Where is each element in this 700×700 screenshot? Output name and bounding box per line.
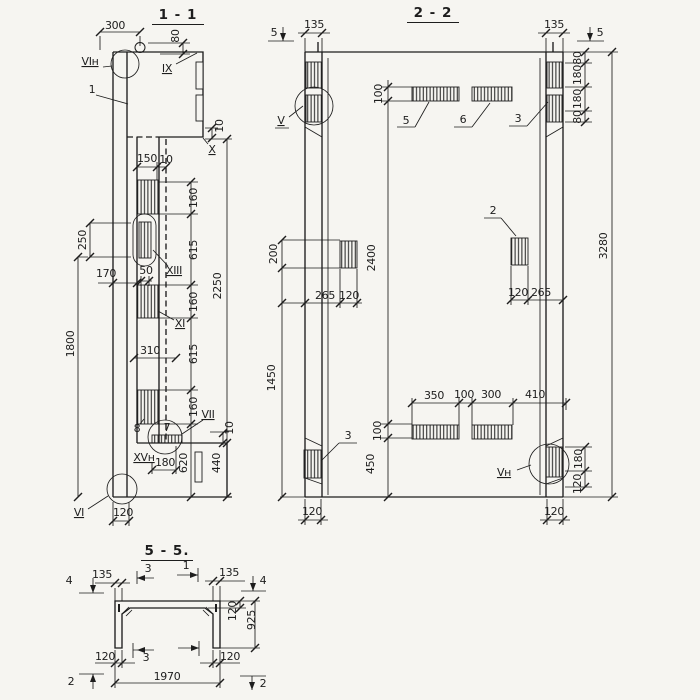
dim-2250: 2250 xyxy=(211,272,224,300)
dim-1800: 1800 xyxy=(64,330,77,358)
rib-plate xyxy=(306,95,322,122)
dim-265-left: 265 xyxy=(314,289,336,302)
view-title-1-1: 1 - 1 xyxy=(152,7,204,25)
dim-10-vii: 10 xyxy=(223,421,236,435)
detail-label-vi-n-top: VIн xyxy=(81,55,99,68)
dim-200: 200 xyxy=(267,243,280,265)
pos-label-7: 7 xyxy=(163,421,171,434)
dim-135-left: 135 xyxy=(303,18,325,31)
dim-310: 310 xyxy=(139,344,161,357)
dim-160-b: 160 xyxy=(187,291,200,313)
rib-plate xyxy=(547,95,562,122)
slab-plate xyxy=(472,425,512,439)
dim-80-tr-b: 80 xyxy=(571,110,584,124)
dim-300-bot-row: 300 xyxy=(480,388,502,401)
dim-100-top: 100 xyxy=(372,83,385,105)
dim-120-col-right: 120 xyxy=(543,505,565,518)
dim-120-55-br: 120 xyxy=(219,650,241,663)
rib-plate xyxy=(546,447,562,477)
section-2-2-ticks xyxy=(278,29,616,524)
dim-120-55-bl: 120 xyxy=(94,650,116,663)
dim-450: 450 xyxy=(364,453,377,475)
pos-label-3-top: 3 xyxy=(514,112,522,125)
edge-groove xyxy=(196,95,203,121)
detail-label-xv-n: XVн xyxy=(133,451,155,464)
dim-925: 925 xyxy=(245,609,258,631)
rib-plate xyxy=(306,62,322,88)
dim-135-right: 135 xyxy=(543,18,565,31)
dim-80-top: 80 xyxy=(169,29,182,43)
view-title-5-5: 5 - 5. xyxy=(141,543,193,561)
dim-170: 170 xyxy=(95,267,117,280)
section-2-2-view xyxy=(268,27,618,525)
dim-2400: 2400 xyxy=(365,244,378,272)
dim-10-step: 10 xyxy=(213,119,226,133)
dim-160-c: 160 xyxy=(187,396,200,418)
pos-label-3-bottom: 3 xyxy=(344,429,352,442)
annotation-texts xyxy=(64,18,610,690)
detail-label-vii: VII xyxy=(201,408,215,421)
dim-410: 410 xyxy=(524,388,546,401)
embedded-plate xyxy=(137,390,158,424)
view-title-2-2: 2 - 2 xyxy=(407,5,459,23)
slab-plate-5 xyxy=(412,87,459,101)
slab-plate-6 xyxy=(472,87,512,101)
rebar-label-1-top: 1 xyxy=(182,559,190,572)
cut-mark-2-right: 2 xyxy=(259,677,267,690)
dim-180-tr-a: 180 xyxy=(571,64,584,86)
dim-615-b: 615 xyxy=(187,343,200,365)
detail-label-vi-bottom: VI xyxy=(73,506,85,519)
dim-1970: 1970 xyxy=(153,670,181,683)
section-5-5-ticks xyxy=(111,577,259,687)
dim-350: 350 xyxy=(423,389,445,402)
rebar-label-3-bottom: 3 xyxy=(142,651,150,664)
section-5-5-outline xyxy=(115,601,220,648)
embedded-plate xyxy=(137,285,158,318)
pos-label-5: 5 xyxy=(402,114,410,127)
section-1-1-embeds xyxy=(107,50,203,504)
detail-label-ix: IX xyxy=(161,62,173,75)
detail-label-xiii: XIII xyxy=(165,264,183,277)
dim-3280: 3280 xyxy=(597,232,610,260)
dim-50: 50 xyxy=(139,264,153,277)
dim-250: 250 xyxy=(76,229,89,251)
dim-180-br: 180 xyxy=(572,448,585,470)
dim-300: 300 xyxy=(104,19,126,32)
edge-groove xyxy=(195,452,202,482)
slab-plate-2 xyxy=(511,238,528,265)
serrated-strip-7 xyxy=(152,435,182,443)
pos-label-2: 2 xyxy=(489,204,497,217)
pos-label-8: 8 xyxy=(133,422,141,435)
dim-120-mid-left: 120 xyxy=(338,289,360,302)
cut-mark-4-right: 4 xyxy=(259,574,267,587)
cut-mark-4-left: 4 xyxy=(65,574,73,587)
dim-620: 620 xyxy=(177,452,190,474)
dim-180-tr-b: 180 xyxy=(571,88,584,110)
detail-label-v-n: Vн xyxy=(496,466,512,479)
cut-mark-5-right: 5 xyxy=(596,26,604,39)
dim-150: 150 xyxy=(136,152,158,165)
dim-180-bottom: 180 xyxy=(154,456,176,469)
dim-440: 440 xyxy=(210,452,223,474)
detail-label-xi: XI xyxy=(174,317,186,330)
pos-label-6: 6 xyxy=(459,113,467,126)
rebar-label-3-top: 3 xyxy=(144,562,152,575)
dim-100-bars: 100 xyxy=(371,420,384,442)
dim-10-gap: 10 xyxy=(159,153,173,166)
rib-plate xyxy=(547,62,562,88)
dim-135-55-right: 135 xyxy=(218,566,240,579)
dim-100-bot-row: 100 xyxy=(453,388,475,401)
dim-120-col-left: 120 xyxy=(301,505,323,518)
edge-groove xyxy=(196,62,203,89)
dim-615-a: 615 xyxy=(187,239,200,261)
dim-120-flange: 120 xyxy=(112,506,134,519)
pos-label-1: 1 xyxy=(88,83,96,96)
detail-label-v: V xyxy=(277,114,285,127)
embedded-plate xyxy=(137,180,158,214)
dim-120-slab: 120 xyxy=(226,600,239,622)
cut-mark-2-left: 2 xyxy=(67,675,75,688)
dim-80-tr-a: 80 xyxy=(571,51,584,65)
embedded-plate xyxy=(139,222,151,258)
detail-label-x: X xyxy=(208,143,216,156)
cut-mark-5-left: 5 xyxy=(270,26,278,39)
dim-265-right: 265 xyxy=(530,286,552,299)
dim-120-br: 120 xyxy=(571,473,584,495)
detail-circle-vi xyxy=(107,474,137,504)
detail-circle-vi-n xyxy=(111,50,139,78)
dim-160-a: 160 xyxy=(187,187,200,209)
rib-plate-3 xyxy=(304,450,321,478)
dim-1450: 1450 xyxy=(265,364,278,392)
slab-plate xyxy=(412,425,459,439)
dim-120-mid-right: 120 xyxy=(507,286,529,299)
dim-135-55-left: 135 xyxy=(91,568,113,581)
slab-plate xyxy=(340,241,357,268)
